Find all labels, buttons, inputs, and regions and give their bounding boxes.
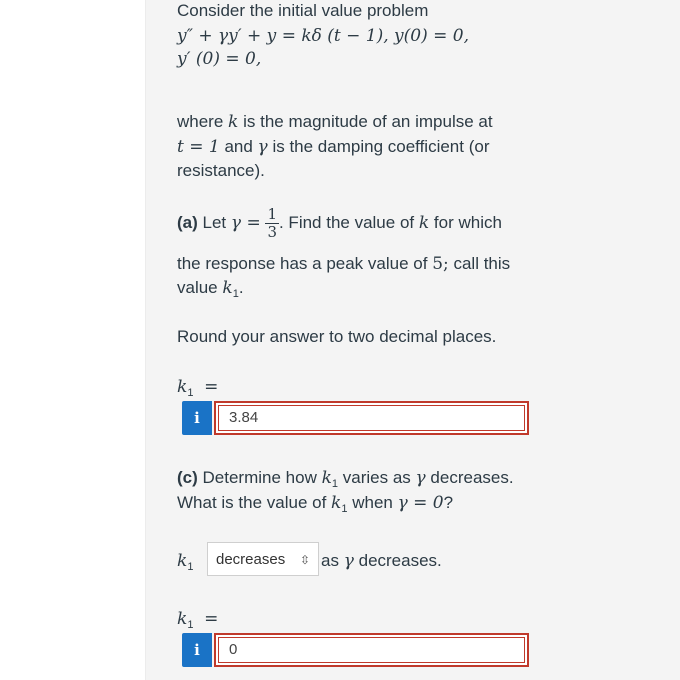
part-a-line-2: the response has a peak value of 5; call this — [177, 254, 511, 274]
answer-row-a — [182, 401, 516, 435]
fraction-one-third: $\frac{1}{3}$ — [267, 205, 277, 241]
trend-select[interactable]: decreases ⇳ — [207, 542, 319, 576]
desc-line-1: where k is the magnitude of an impulse at — [177, 112, 493, 132]
answer-input-c[interactable]: 0 — [214, 633, 529, 667]
k1-label-c: $k_1$ = — [177, 609, 219, 631]
k1-label-c-select: $k_1$ — [177, 551, 194, 573]
part-c-line-1: (c) Determine how $k_1$ varies as γ decreases. — [177, 468, 514, 490]
as-gamma-decreases: as γ decreases. — [321, 551, 442, 571]
part-a-line-1: (a) Let γ = $\frac{1}{3}$ . Find the value of k for which — [177, 205, 502, 241]
answer-input-a[interactable]: 3.84 — [214, 401, 529, 435]
intro-text: Consider the initial value problem — [177, 1, 429, 20]
info-icon[interactable]: i — [182, 633, 212, 667]
ode-equation: y″ + γy′ + y = kδ (t − 1), y(0) = 0, — [177, 26, 470, 46]
chevron-up-down-icon: ⇳ — [299, 553, 310, 567]
info-icon[interactable]: i — [182, 401, 212, 435]
left-gutter — [0, 0, 145, 680]
initial-condition: y′ (0) = 0, — [177, 49, 262, 69]
desc-line-3: resistance). — [177, 161, 265, 180]
part-a-line-3: value $k_1$. — [177, 278, 244, 300]
answer-row-c — [182, 633, 516, 667]
part-c-line-2: What is the value of $k_1$ when γ = 0? — [177, 493, 454, 515]
k1-label-a: $k_1$ = — [177, 377, 219, 399]
round-instruction: Round your answer to two decimal places. — [177, 327, 497, 346]
desc-line-2: t = 1 and γ is the damping coefficient (or — [177, 137, 490, 157]
